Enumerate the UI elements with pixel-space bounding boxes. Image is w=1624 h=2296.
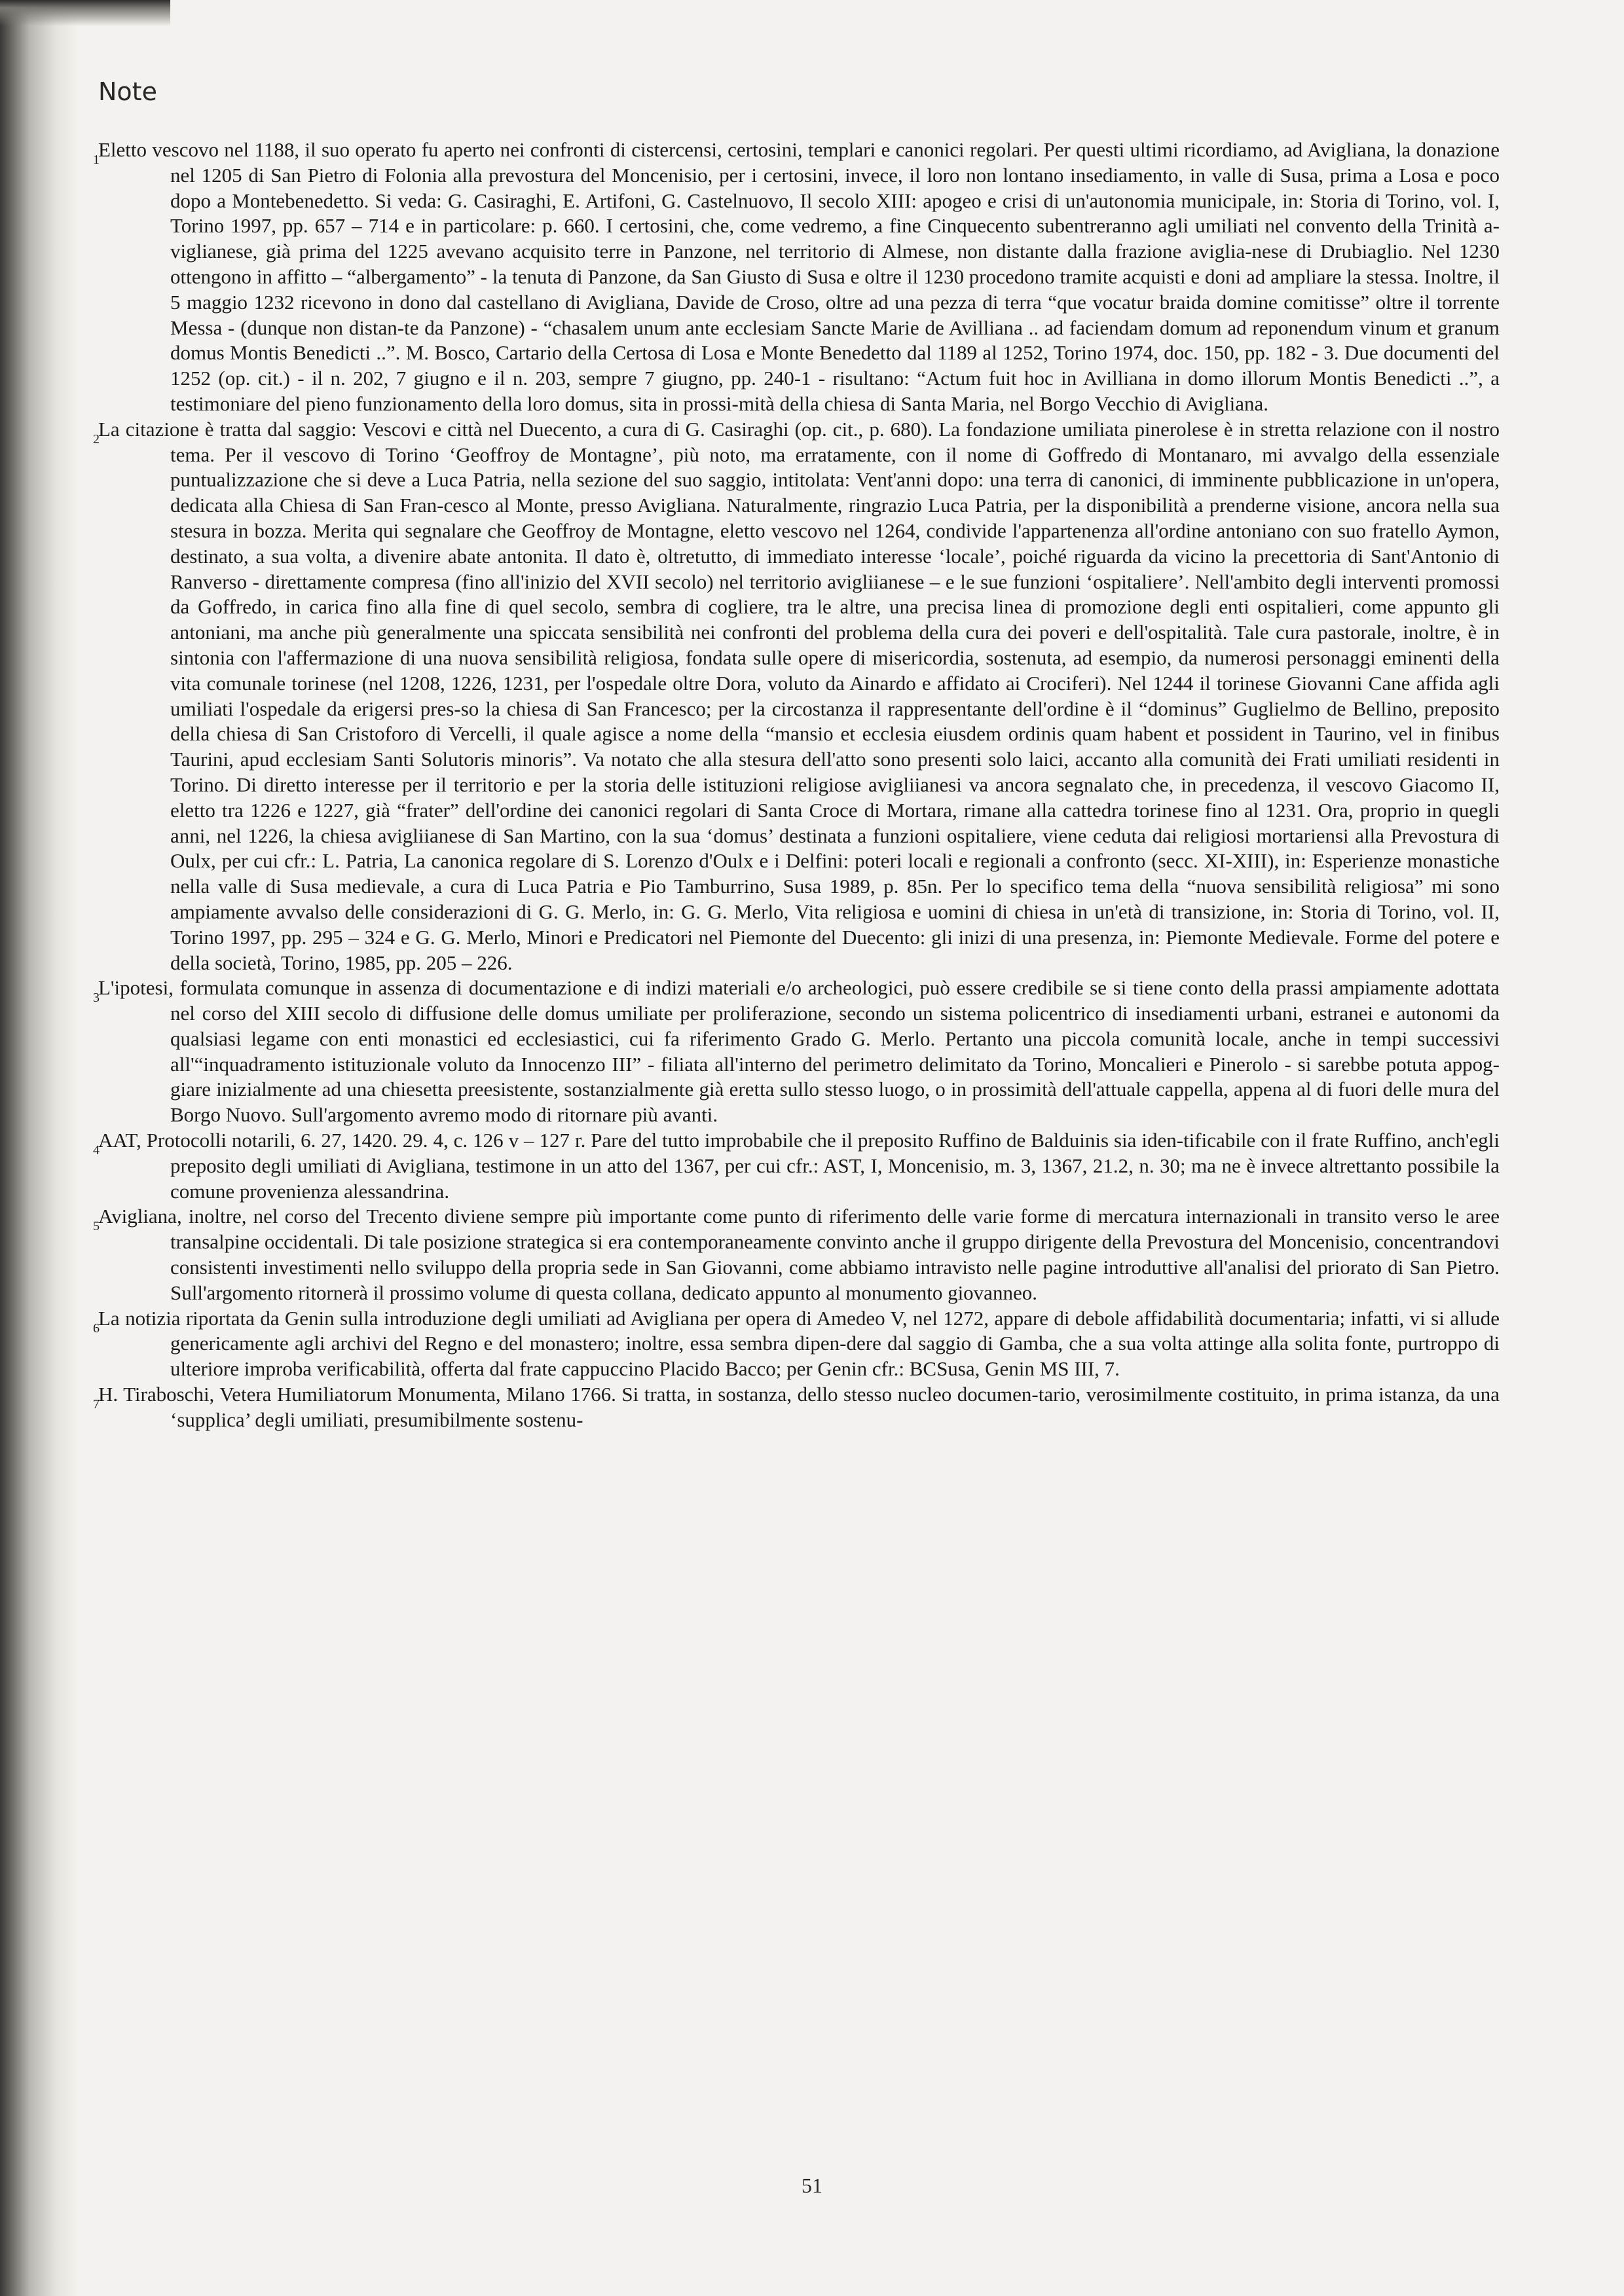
footnote-number: 2 [93,431,100,446]
footnote [93,1306,1500,1382]
footnote-text: La citazione è tratta dal saggio: Vescovi e città nel Duecento, a cura di G. Casiraghi (op. cit., p. 680). La fondazione umiliata pinerolese è in stretta relazione con il nostro tema. Per il vescovo di Torino ‘Geoffroy de Montagne’, più noto, ma erratamente, con il nome di Goffredo di Montanaro, mi avvalgo della essenziale puntualizzazione che si deve a Luca Patria, nella sezione del suo saggio, intitolata: Vent'anni dopo: una terra di canonici, di imminente pubblicazione in un'opera, dedicata alla Chiesa di San Fran-cesco al Monte, presso Avigliana. Naturalmente, ringrazio Luca Patria, per la disponibilità a prenderne visione, ancora nella sua stesura in bozza. Merita qui segnalare che Geoffroy de Montagne, eletto vescovo nel 1264, condivide l'appartenenza all'ordine antoniano con suo fratello Aymon, destinato, a sua volta, a divenire abate antonita. Il dato è, oltretutto, di immediato interesse ‘locale’, poiché riguarda da vicino la precettoria di Sant'Antonio di Ranverso - direttamente compresa (fino all'inizio del XVII secolo) nel territorio avigliianese – e le sue funzioni ‘ospitaliere’. Nell'ambito degli interventi promossi da Goffredo, in carica fino alla fine di quel secolo, sembra di cogliere, tra le altre, una precisa linea di promozione degli enti ospitalieri, come appunto gli antoniani, ma anche più generalmente una spiccata sensibilità nei confronti del problema della cura dei poveri e dell'ospitalità. Tale cura pastorale, inoltre, è in sintonia con l'affermazione di una nuova sensibilità religiosa, fondata sulle opere di misericordia, sostenuta, ad esempio, da numerosi personaggi eminenti della vita comunale torinese (nel 1208, 1226, 1231, per l'ospedale oltre Dora, voluto da Ainardo e affidato ai Crociferi). Nel 1244 il torinese Giovanni Cane affida agli umiliati l'ospedale da erigersi pres-so la chiesa di San Francesco; per la circostanza il rappresentante dell'ordine è il “dominus” Guglielmo de Bellino, preposito della chiesa di San Cristoforo di Vercelli, il quale agisce a nome della “mansio et ecclesia eiusdem ordinis quam habent et possident in Taurino, vel in finibus Taurini, apud ecclesiam Santi Solutoris minoris”. Va notato che alla stesura dell'atto sono presenti solo laici, accanto alla comunità dei Frati umiliati residenti in Torino. Di diretto interesse per il territorio e per la storia delle istituzioni religiose avigliianesi va ancora segnalato che, in precedenza, il vescovo Giacomo II, eletto tra 1226 e 1227, già “frater” dell'ordine dei canonici regolari di Santa Croce di Mortara, rimane alla cattedra torinese fino al 1231. Ora, proprio in quegli anni, nel 1226, la chiesa avigliianese di San Martino, con la sua ‘domus’ destinata a funzioni ospitaliere, viene ceduta dai religiosi mortariensi alla Prevostura di Oulx, per cui cfr.: L. Patria, La canonica regolare di S. Lorenzo d'Oulx e i Delfini: poteri locali e regionali a confronto (secc. XI-XIII), in: Esperienze monastiche nella valle di Susa medievale, a cura di Luca Patria e Pio Tamburrino, Susa 1989, p. 85n. Per lo specifico tema della “nuova sensibilità religiosa” mi sono ampiamente avvalso delle considerazioni di G. G. Merlo, in: G. G. Merlo, Vita religiosa e uomini di chiesa in un'età di transizione, in: Storia di Torino, vol. II, Torino 1997, pp. 295 – 324 e G. G. Merlo, Minori e Predicatori nel Piemonte del Duecento: gli inizi di una presenza, in: Piemonte Medievale. Forme del potere e della società, Torino, 1985, pp. 205 – 226. [98,417,1500,974]
footnote-number: 3 [93,991,100,1006]
footnote-text: L'ipotesi, formulata comunque in assenza di documentazione e di indizi materiali e/o archeologici, può essere credibile se si tiene conto della prassi ampiamente adottata nel corso del XIII secolo di diffusione delle domus umiliate per proliferazione, secondo un sistema policentrico di insediamenti urbani, estranei e autonomi da qualsiasi legame con enti monastici ed ecclesiastici, cui fa riferimento Grado G. Merlo. Pertanto una piccola comunità locale, anche in tempi successivi all'“inquadramento istituzionale voluto da Innocenzo III” - filiata all'interno del perimetro delimitato da Torino, Moncalieri e Pinerolo - si sarebbe potuta appog-giare inizialmente ad una chiesetta preesistente, sostanzialmente già eretta sullo stesso luogo, o in prossimità dell'attuale cappella, appena al di fuori delle mura del Borgo Nuovo. Sull'argomento avremo modo di ritornare più avanti. [98,976,1500,1127]
footnote [93,137,1500,417]
footnote-number: 5 [93,1219,100,1234]
footnote [93,1204,1500,1305]
footnote-text: La notizia riportata da Genin sulla introduzione degli umiliati ad Avigliana per opera di Amedeo V, nel 1272, appare di debole affidabilità documentaria; infatti, vi si allude genericamente agli archivi del Regno e del monastero; inoltre, essa sembra dipen-dere dal saggio di Gamba, che a sua volta attinge alla solita fonte, purtroppo di ulteriore improba verificabilità, offerta dal frate cappuccino Placido Bacco; per Genin cfr.: BCSusa, Genin MS III, 7. [98,1306,1500,1381]
footnote-number: 6 [93,1321,100,1336]
footnote [93,1382,1500,1433]
footnote-text: H. Tiraboschi, Vetera Humiliatorum Monumenta, Milano 1766. Si tratta, in sostanza, dello stesso nucleo documen-tario, verosimilmente costituito, in prima istanza, da una ‘supplica’ degli umiliati, presumibilmente sostenu- [98,1383,1500,1431]
page-number: 51 [802,2174,822,2197]
footnote [93,1128,1500,1204]
page-binding-shadow [0,0,79,2296]
footnote-number: 7 [93,1397,100,1412]
footnote-text: AAT, Protocolli notarili, 6. 27, 1420. 29. 4, c. 126 v – 127 r. Pare del tutto improbabile che il preposito Ruffino de Balduinis sia iden-tificabile con il frate Ruffino, anch'egli preposito degli umiliati di Avigliana, testimone in un atto del 1367, per cui cfr.: AST, I, Moncenisio, m. 3, 1367, 21.2, n. 30; ma ne è invece altrettanto possibile la comune provenienza alessandrina. [98,1129,1500,1203]
notes-list [93,137,1500,1433]
page-heading: Note [98,77,157,106]
page-corner-shadow [0,0,170,26]
footnote-number: 1 [93,153,100,167]
footnote [93,975,1500,1128]
footnote-text: Avigliana, inoltre, nel corso del Trecento diviene sempre più importante come punto di riferimento delle varie forme di mercatura internazionali in transito verso le aree transalpine occidentali. Di tale posizione strategica si era contemporaneamente convinto anche il gruppo dirigente della Prevostura del Moncenisio, concentrandovi consistenti investimenti nello sviluppo della propria sede in San Giovanni, come abbiamo intravisto nelle pagine introduttive all'analisi del priorato di San Pietro. Sull'argomento ritornerà il prossimo volume di questa collana, dedicato appunto al monumento giovanneo. [98,1205,1500,1304]
footnote-text: Eletto vescovo nel 1188, il suo operato fu aperto nei confronti di cistercensi, certosini, templari e canonici regolari. Per questi ultimi ricordiamo, ad Avigliana, la donazione nel 1205 di San Pietro di Folonia alla prevostura del Moncenisio, per i certosini, invece, il loro non lontano insediamento, in valle di Susa, prima a Losa e poco dopo a Montebenedetto. Si veda: G. Casiraghi, E. Artifoni, G. Castelnuovo, Il secolo XIII: apogeo e crisi di un'autonomia municipale, in: Storia di Torino, vol. I, Torino 1997, pp. 657 – 714 e in particolare: p. 660. I certosini, che, come vedremo, a fine Cinquecento subentreranno agli umiliati nel convento della Trinità a-viglianese, già prima del 1225 avevano acquisito terre in Panzone, nel territorio di Almese, non distante dalla frazione aviglia-nese di Drubiaglio. Nel 1230 ottengono in affitto – “albergamento” - la tenuta di Panzone, da San Giusto di Susa e oltre il 1230 procedono tramite acquisti e doni ad ampliare la stessa. Inoltre, il 5 maggio 1232 ricevono in dono dal castellano di Avigliana, Davide de Croso, oltre ad una pezza di terra “que vocatur braida domine comitisse” oltre il torrente Messa - (dunque non distan-te da Panzone) - “chasalem unum ante ecclesiam Sancte Marie de Avilliana .. ad faciendam domum ad reponendum vinum et granum domus Montis Benedicti ..”. M. Bosco, Cartario della Certosa di Losa e Monte Benedetto dal 1189 al 1252, Torino 1974, doc. 150, pp. 182 - 3. Due documenti del 1252 (op. cit.) - il n. 202, 7 giugno e il n. 203, sempre 7 giugno, pp. 240-1 - risultano: “Actum fuit hoc in Avilliana in domo illorum Montis Benedicti ..”, a testimoniare del pieno funzionamento della loro domus, sita in prossi-mità della chiesa di Santa Maria, nel Borgo Vecchio di Avigliana. [98,138,1500,415]
footnote [93,417,1500,976]
footnote-number: 4 [93,1143,100,1158]
